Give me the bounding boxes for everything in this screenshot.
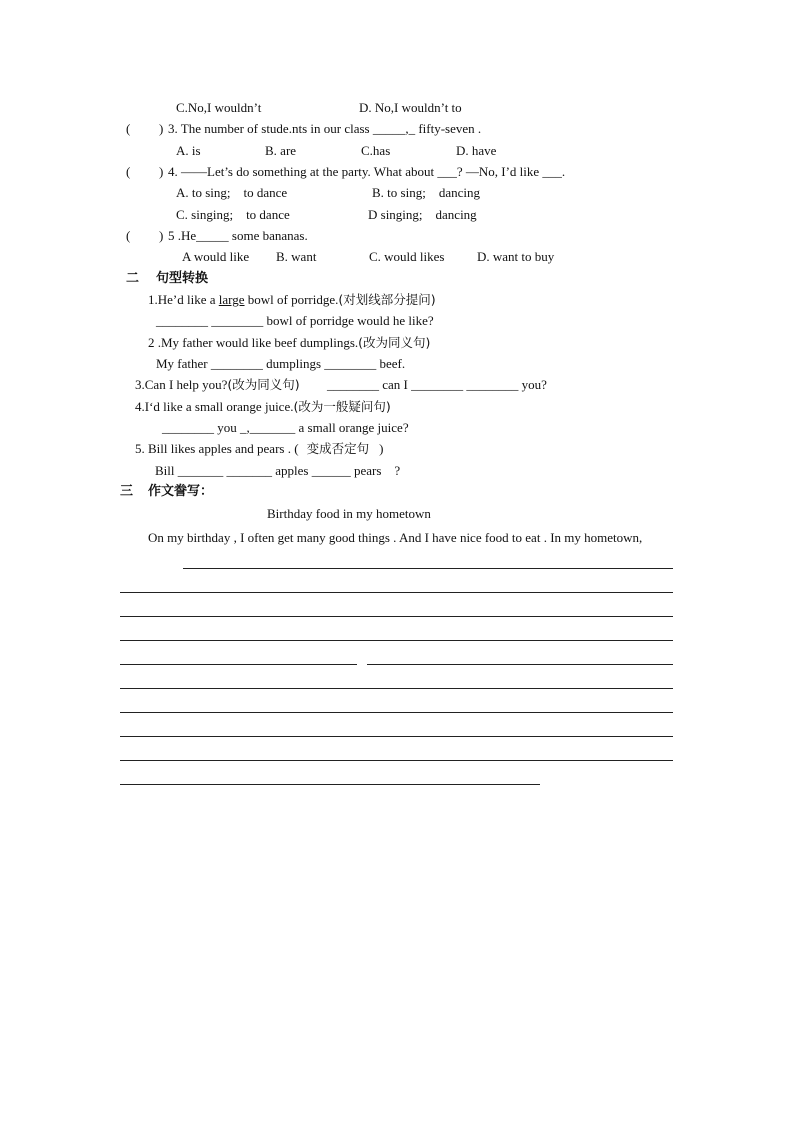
writing-line: [120, 592, 673, 593]
section2-title: 句型转换: [156, 271, 209, 286]
section2-number: 二: [126, 271, 140, 286]
item3-instruction: (改为同义句): [227, 377, 300, 392]
item1-instruction: (对划线部分提问): [338, 292, 436, 307]
item5-paren-close: ): [379, 441, 384, 456]
q5-option-b: B. want: [276, 249, 317, 264]
writing-line: [183, 568, 673, 569]
item3-answer-line: ________ can I ________ ________ you?: [327, 377, 547, 392]
q3-option-c: C.has: [361, 143, 391, 158]
writing-line: [120, 784, 540, 785]
q4-paren-close: ): [159, 164, 164, 179]
section3-number: 三: [120, 484, 134, 499]
section2-item3: [135, 377, 300, 393]
q4-paren-open: (: [126, 164, 131, 179]
q4-option-c: C. singing; to dance: [176, 207, 290, 222]
q5-paren-close: ): [159, 228, 164, 243]
writing-line: [120, 712, 673, 713]
q3-stem: 3. The number of stude.nts in our class _____,_ fifty-seven .: [168, 121, 482, 136]
writing-line: [120, 688, 673, 689]
q5-option-d: D. want to buy: [477, 249, 555, 264]
item5-answer-line: Bill _______ _______ apples ______ pears ?: [155, 463, 401, 478]
q4-option-b: B. to sing; dancing: [372, 185, 480, 200]
section2-item5: [135, 441, 383, 457]
item3-text: 3.Can I help you?: [135, 377, 228, 392]
item1-text-pre: 1.He’d like a: [148, 292, 219, 307]
item1-text-post: bowl of porridge.: [244, 292, 339, 307]
q4-stem: 4. ——Let’s do something at the party. What about ___? —No, I’d like ___.: [168, 164, 566, 179]
q4-option-a: A. to sing; to dance: [176, 185, 288, 200]
q3-paren-close: ): [159, 121, 164, 136]
writing-line: [120, 760, 673, 761]
q5-option-a: A would like: [182, 249, 250, 264]
writing-line: [120, 640, 673, 641]
q2-option-d: D. No,I wouldn’t to: [359, 100, 462, 115]
essay-title: Birthday food in my hometown: [267, 506, 431, 521]
writing-line: [120, 736, 673, 737]
q3-option-d: D. have: [456, 143, 497, 158]
q3-option-b: B. are: [265, 143, 297, 158]
item2-instruction: (改为同义句): [358, 335, 431, 350]
item4-text: 4.I‘d like a small orange juice.: [135, 399, 294, 414]
section2-item1: [148, 292, 436, 308]
q3-paren-open: (: [126, 121, 131, 136]
item2-answer-line: My father ________ dumplings ________ beef.: [156, 356, 406, 371]
essay-text: On my birthday , I often get many good things . And I have nice food to eat . In my hometown,: [148, 530, 643, 545]
item4-instruction: (改为一般疑问句): [293, 399, 391, 414]
q5-paren-open: (: [126, 228, 131, 243]
q4-option-d: D singing; dancing: [368, 207, 477, 222]
q2-option-c: C.No,I wouldn’t: [176, 100, 262, 115]
section3-title: 作文誊写：: [148, 484, 214, 499]
item5-instruction: 变成否定句: [306, 441, 370, 456]
writing-line: [367, 664, 673, 665]
writing-line: [120, 664, 357, 665]
item1-answer-line: ________ ________ bowl of porridge would he like?: [156, 313, 434, 328]
q5-option-c: C. would likes: [369, 249, 445, 264]
item1-underlined-word: large: [218, 292, 245, 307]
section2-item4: [135, 399, 391, 415]
item2-text: 2 .My father would like beef dumplings.: [148, 335, 359, 350]
q5-stem: 5 .He_____ some bananas.: [168, 228, 308, 243]
q3-option-a: A. is: [176, 143, 201, 158]
item5-text: 5. Bill likes apples and pears . (: [135, 441, 299, 456]
section2-item2: [148, 335, 430, 351]
writing-line: [120, 616, 673, 617]
item4-answer-line: ________ you _,_______ a small orange juice?: [162, 420, 409, 435]
